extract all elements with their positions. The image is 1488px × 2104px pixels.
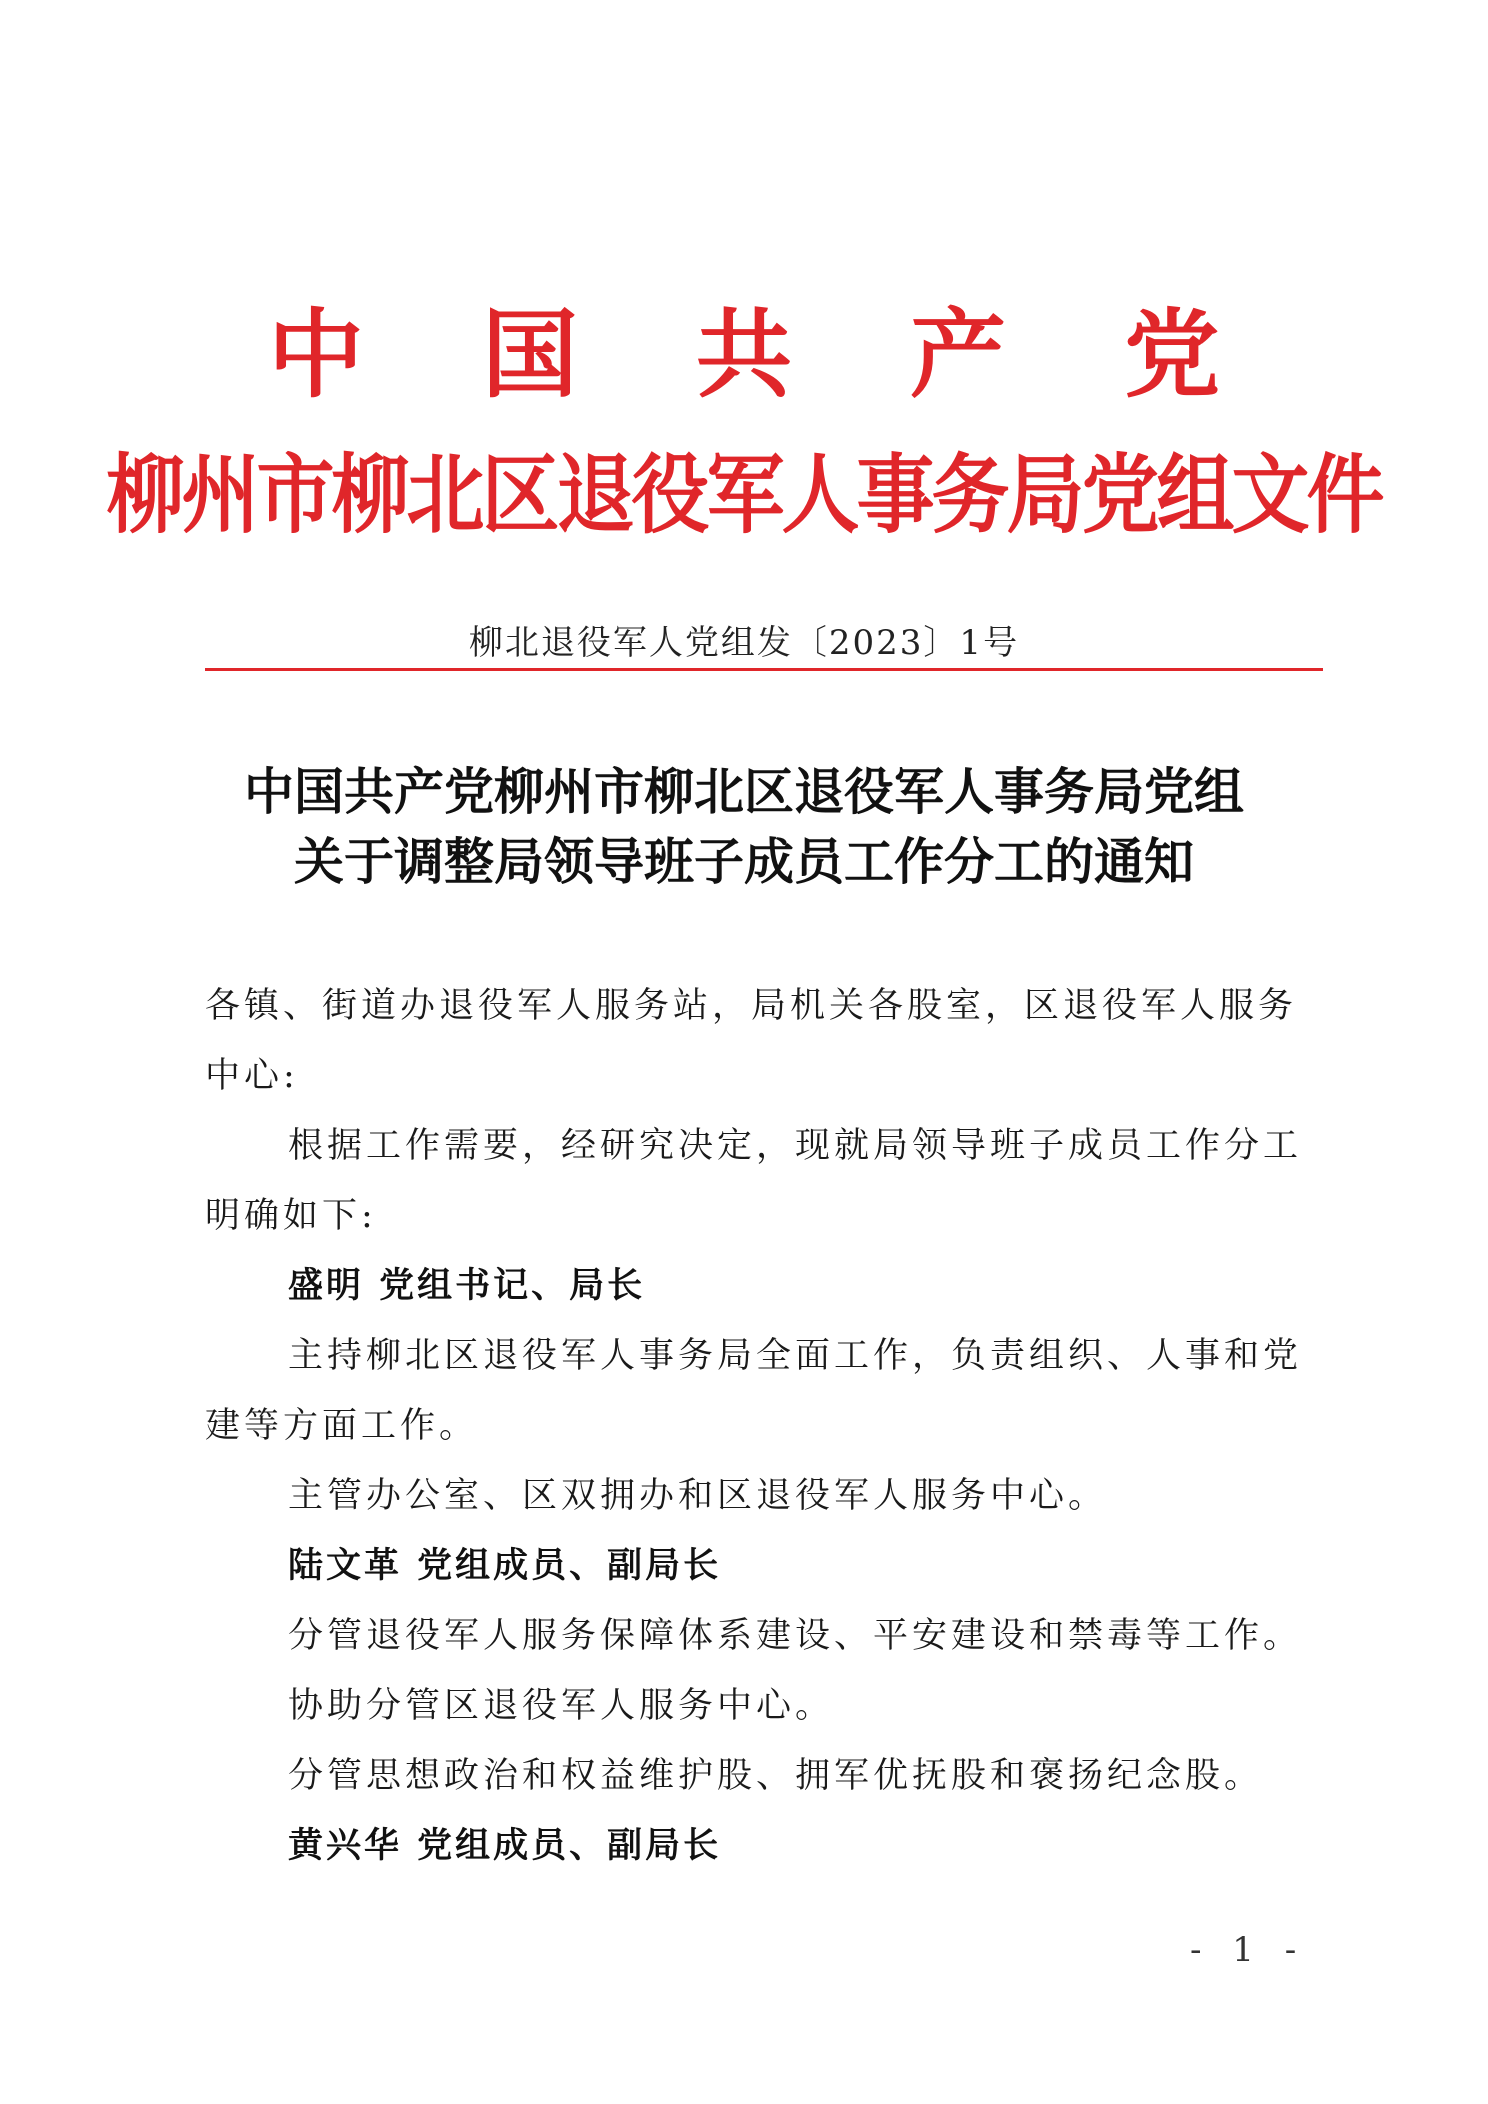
red-divider	[205, 668, 1323, 671]
intro-line-1: 根据工作需要，经研究决定，现就局领导班子成员工作分工	[288, 1126, 1303, 1166]
page-number: - 1 -	[1190, 1930, 1307, 1970]
leader2-heading: 陆文革 党组成员、副局长	[288, 1545, 722, 1586]
leader2-duty-3: 分管思想政治和权益维护股、拥军优抚股和褒扬纪念股。	[288, 1756, 1264, 1796]
leader2-duty-2: 协助分管区退役军人服务中心。	[288, 1686, 835, 1726]
document-number: 柳北退役军人党组发〔2023〕1号	[468, 623, 1020, 663]
title-line-2: 关于调整局领导班子成员工作分工的通知	[294, 833, 1194, 891]
addressee-line-2: 中心:	[205, 1056, 299, 1096]
masthead-organ: 柳州市柳北区退役军人事务局党组文件	[106, 446, 1382, 546]
addressee-line-1: 各镇、街道办退役军人服务站，局机关各股室，区退役军人服务	[205, 986, 1298, 1026]
leader3-heading: 黄兴华 党组成员、副局长	[288, 1825, 722, 1866]
masthead-party: 中国共产党	[268, 298, 1338, 411]
leader2-duty-1: 分管退役军人服务保障体系建设、平安建设和禁毒等工作。	[288, 1616, 1303, 1656]
leader1-heading: 盛明 党组书记、局长	[288, 1265, 646, 1306]
title-line-1: 中国共产党柳州市柳北区退役军人事务局党组	[244, 763, 1244, 821]
intro-line-2: 明确如下:	[205, 1196, 377, 1236]
leader1-duty-line-2: 建等方面工作。	[205, 1406, 479, 1446]
leader1-duty-line-1: 主持柳北区退役军人事务局全面工作，负责组织、人事和党	[288, 1336, 1303, 1376]
leader1-duty-2: 主管办公室、区双拥办和区退役军人服务中心。	[288, 1476, 1108, 1516]
